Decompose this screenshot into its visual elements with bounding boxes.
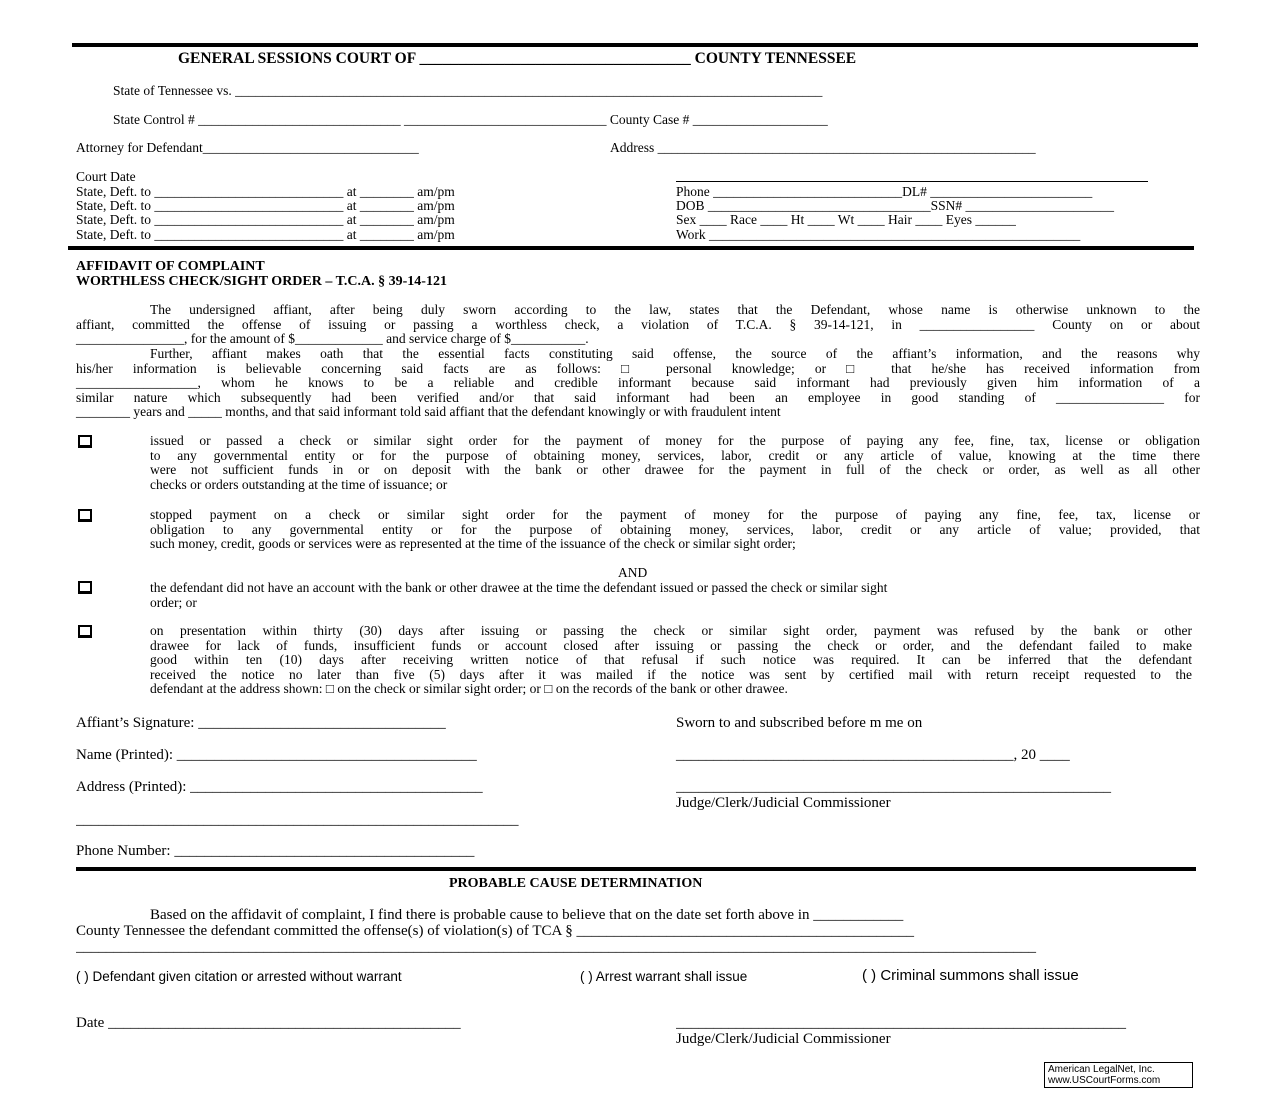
top-rule (72, 43, 1198, 47)
probable-cause-rule (76, 867, 1196, 871)
opt1-line-3: were not sufficient funds in or on deposit with the bank or other drawee for the payment in full of the check or order, as well as all other (150, 462, 1200, 477)
para2-line-3: __________________, whom he knows to be a reliable and credible informant because said informant had previously given him information of a (76, 375, 1200, 390)
opt3-line-1: the defendant did not have an account with the bank or other drawee at the time the defendant issued or passed the check or similar sight (150, 580, 888, 595)
work-line[interactable]: Work _______________________________________________________ (676, 227, 1081, 242)
affidavit-paragraph-1 (76, 303, 1200, 347)
dob-ssn-line[interactable]: DOB _________________________________SSN# ______________________ (676, 198, 1115, 213)
opt1-line-4: checks or orders outstanding at the time of issuance; or (150, 476, 448, 492)
sworn-label: Sworn to and subscribed before m me on (676, 715, 923, 731)
attorney-line[interactable]: Attorney for Defendant________________________________ (76, 140, 419, 155)
court-title: GENERAL SESSIONS COURT OF ___________________________________ COUNTY TENNESSEE (178, 50, 857, 67)
phone-number-line[interactable]: Phone Number: ________________________________________ (76, 843, 475, 859)
deft-row-2[interactable]: State, Deft. to ____________________________ at ________ am/pm (76, 198, 455, 213)
option-criminal-summons[interactable]: ( ) Criminal summons shall issue (862, 967, 1079, 984)
option-stopped-payment (150, 508, 1200, 552)
probable-date-line[interactable]: Date _______________________________________________ (76, 1015, 461, 1031)
opt1-line-2: to any governmental entity or for the purpose of obtaining money, services, labor, credit or any article of value, knowing at the time there (150, 447, 1200, 463)
judge-signature-line[interactable]: __________________________________________________________ (676, 780, 1111, 795)
affiant-signature-line[interactable]: Affiant’s Signature: _________________________________ (76, 715, 446, 731)
option-payment-refused (150, 624, 1192, 697)
para2-line-4: similar nature which subsequently had been verified and/or that said informant had been an employee in good standing of ________________ for (76, 389, 1200, 405)
option-citation[interactable]: ( ) Defendant given citation or arrested without warrant (76, 969, 402, 984)
opt2-line-3: such money, credit, goods or services were as represented at the time of the issuance of the check or similar sight order; (150, 536, 796, 551)
opt2-line-2: obligation to any governmental entity or for the purpose of obtaining money, services, labor, credit or any article of value; provided, that (150, 521, 1200, 537)
checkbox-stopped-payment[interactable] (78, 509, 92, 522)
para1-line-3: ________________, for the amount of $_____________ and service charge of $___________. (76, 331, 589, 346)
deft-row-3[interactable]: State, Deft. to ____________________________ at ________ am/pm (76, 212, 455, 227)
probable-judge-label: Judge/Clerk/Judicial Commissioner (676, 1031, 891, 1047)
name-printed-line[interactable]: Name (Printed): ________________________________________ (76, 747, 477, 763)
phone-dl-line[interactable]: Phone ____________________________DL# ________________________ (676, 184, 1093, 199)
address-printed-line-2[interactable]: ___________________________________________________________ (76, 813, 519, 828)
address-printed-line[interactable]: Address (Printed): _______________________________________ (76, 779, 483, 795)
header-bottom-rule (68, 246, 1194, 250)
option-arrest-warrant[interactable]: ( ) Arrest warrant shall issue (580, 969, 748, 984)
para2-line-2: his/her information is believable concerning said facts are as follows: □ personal knowledge; or □ that he/she has received information from (76, 360, 1200, 376)
probable-cause-title: PROBABLE CAUSE DETERMINATION (449, 876, 703, 891)
footer-website: www.USCourtForms.com (1048, 1075, 1161, 1086)
para2-line-1: Further, affiant makes oath that the essential facts constituting said offense, the source of the affiant’s information, and the reasons why (150, 346, 1200, 361)
affidavit-title: AFFIDAVIT OF COMPLAINT (76, 259, 265, 274)
footer-company: American LegalNet, Inc. (1048, 1064, 1155, 1075)
and-label: AND (618, 565, 648, 580)
checkbox-issued-check[interactable] (78, 435, 92, 448)
footer-badge (1044, 1062, 1193, 1088)
para1-line-1: The undersigned affiant, after being duly sworn according to the law, states that the Defendant, whose name is otherwise unknown to the (150, 302, 1200, 317)
opt3-line-2: order; or (150, 595, 197, 610)
opt4-line-1: on presentation within thirty (30) days after issuing or passing the check or similar sight order, payment was refused by the bank or other (150, 623, 1192, 638)
probable-line-3[interactable]: ________________________________________________________________________________________________________________________________ (76, 940, 1036, 955)
opt4-line-5: defendant at the address shown: □ on the check or similar sight order; or □ on the records of the bank or other drawee. (150, 681, 788, 696)
state-control-line[interactable]: State Control # ______________________________ ______________________________ County Case # ____________________ (113, 112, 828, 127)
opt4-line-3: good within ten (10) days after receiving written notice of that refusal if such notice was required. It can be inferred that the defendant (150, 652, 1192, 667)
opt1-line-1: issued or passed a check or similar sight order for the payment of money for the purpose of paying any fee, fine, tax, license or obligation (150, 433, 1200, 448)
state-vs-line[interactable]: State of Tennessee vs. _______________________________________________________________________________________ (113, 83, 823, 98)
probable-line-2[interactable]: County Tennessee the defendant committed the offense(s) of violation(s) of TCA § _____________________________________________ (76, 923, 915, 939)
para2-line-5: ________ years and _____ months, and that said informant told said affiant that the defendant knowingly or with fraudulent intent (76, 404, 781, 419)
right-info-top-line (676, 181, 1148, 182)
deft-row-1[interactable]: State, Deft. to ____________________________ at ________ am/pm (76, 184, 455, 199)
judge-label: Judge/Clerk/Judicial Commissioner (676, 795, 891, 811)
court-date-label: Court Date (76, 169, 136, 184)
opt4-line-2: drawee for lack of funds, insufficient funds or account closed after issuing or passing the check or order, and the defendant failed to make (150, 637, 1192, 653)
physical-description-line[interactable]: Sex ____ Race ____ Ht ____ Wt ____ Hair ____ Eyes ______ (676, 212, 1016, 227)
sworn-date-line[interactable]: _____________________________________________, 20 ____ (676, 747, 1070, 763)
probable-judge-line[interactable]: ____________________________________________________________ (676, 1016, 1126, 1031)
affidavit-subtitle: WORTHLESS CHECK/SIGHT ORDER – T.C.A. § 39-14-121 (76, 274, 447, 289)
affidavit-paragraph-2 (76, 347, 1200, 420)
deft-row-4[interactable]: State, Deft. to ____________________________ at ________ am/pm (76, 227, 455, 242)
checkbox-no-account[interactable] (78, 581, 92, 594)
option-issued-check (150, 434, 1200, 492)
probable-line-1[interactable]: Based on the affidavit of complaint, I find there is probable cause to believe that on the date set forth above in ____________ (150, 907, 904, 923)
address-line[interactable]: Address ________________________________________________________ (610, 140, 1036, 155)
opt2-line-1: stopped payment on a check or similar sight order for the payment of money for the purpose of paying any fine, fee, tax, license or (150, 507, 1200, 522)
para1-line-2: affiant, committed the offense of issuing or passing a worthless check, a violation of T.C.A. § 39-14-121, in _________________ County on or about (76, 316, 1200, 332)
opt4-line-4: received the notice no later than five (5) days after it was mailed if the notice was sent by certified mail with return receipt requested to the (150, 666, 1192, 682)
checkbox-payment-refused[interactable] (78, 625, 92, 638)
